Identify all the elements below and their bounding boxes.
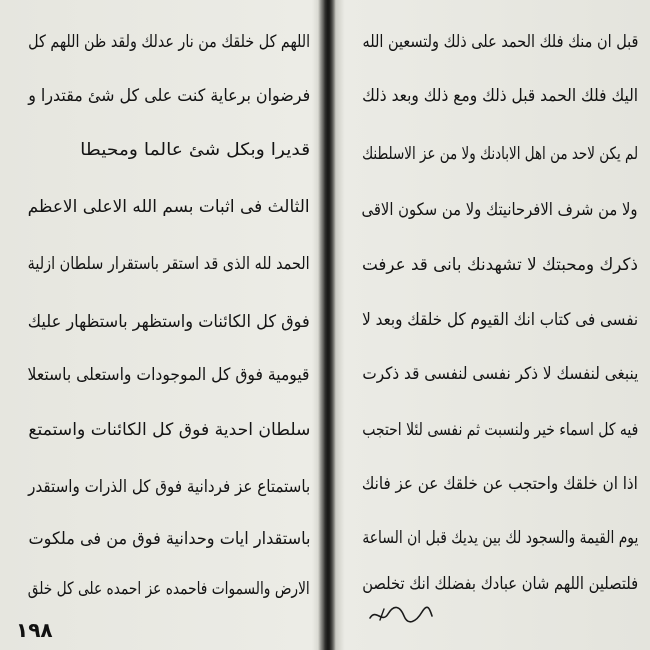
page-number: ١٩٨ <box>16 618 53 642</box>
left-page-line-1: اللهم كل خلقك من نار عدلك ولقد ظن اللهم كل <box>28 32 310 52</box>
signature-flourish <box>366 600 436 628</box>
left-page-line-2: فرضوان برعاية كنت على كل شئ مقتدرا و <box>28 86 310 106</box>
left-page-line-3: قديرا وبكل شئ عالما ومحيطا <box>80 140 310 160</box>
right-page-line-6: نفسى فى كتاب انك القيوم كل خلقك وبعد لا <box>362 310 638 330</box>
right-page-line-1: قبل ان منك فلك الحمد على ذلك ولتسعين الله <box>362 32 638 52</box>
right-page-line-11: فلتصلين اللهم شان عبادك بفضلك انك تخلصن <box>362 574 638 594</box>
right-page-line-7: ينبغى لنفسك لا ذكر نفسى لنفسى قد ذكرت <box>362 364 638 384</box>
right-page-line-5: ذكرك ومحبتك لا تشهدنك بانى قد عرفت <box>362 255 638 275</box>
left-page <box>14 22 310 622</box>
left-page-line-9: باستمتاع عز فردانية فوق كل الذرات واستقدر <box>28 477 310 497</box>
right-page <box>346 22 638 622</box>
right-page-line-4: ولا من شرف الافرحانيتك ولا من سكون الاقى <box>362 200 638 220</box>
right-page-line-8: فيه كل اسماء خير ولنسبت ثم نفسى لئلا احتجب <box>362 420 638 440</box>
right-page-line-9: اذا ان خلقك واحتجب عن خلقك عن عز فانك <box>362 474 638 494</box>
right-page-line-10: يوم القيمة والسجود لك بين يديك قبل ان الساعة <box>362 528 638 548</box>
left-page-line-7: قيومية فوق كل الموجودات واستعلى باستعلا <box>28 365 310 385</box>
left-page-line-8: سلطان احدية فوق كل الكائنات واستمتع <box>28 420 310 440</box>
right-page-line-2: اليك فلك الحمد قبل ذلك ومع ذلك وبعد ذلك <box>362 86 638 106</box>
left-page-line-5: الحمد لله الذى قد استقر باستقرار سلطان ازلية <box>28 254 310 274</box>
left-page-line-10: باستقدار ايات وحدانية فوق من فى ملكوت <box>28 529 310 549</box>
left-page-line-4: الثالث فى اثبات بسم الله الاعلى الاعظم <box>28 197 310 217</box>
left-page-line-11: الارض والسموات فاحمده عز احمده على كل خلق <box>28 579 310 599</box>
left-page-line-6: فوق كل الكائنات واستظهر باستظهار عليك <box>28 312 310 332</box>
right-page-line-3: لم يكن لاحد من اهل الابادنك ولا من عز الاسلطنك <box>362 144 638 164</box>
